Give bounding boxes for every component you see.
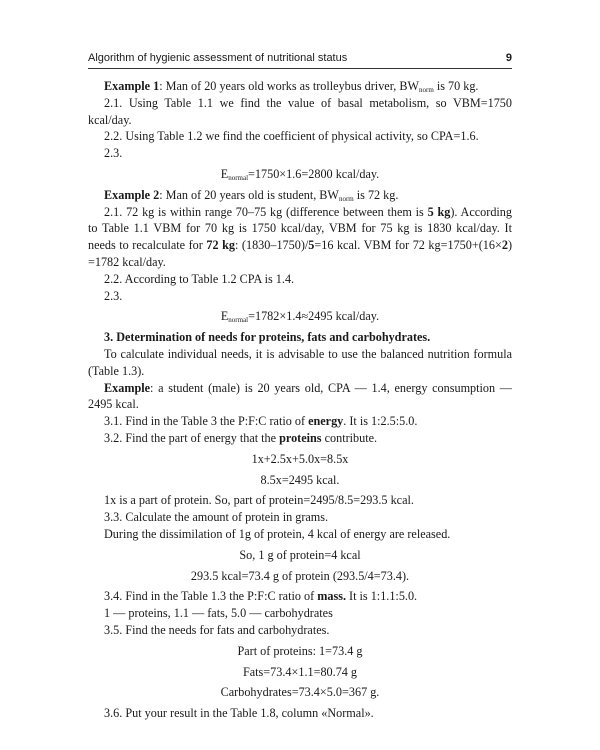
bold-run: 2: [501, 238, 508, 253]
running-header: [88, 50, 512, 69]
bold-run: 72 kg: [206, 238, 235, 253]
step-2-2-b: 2.2. According to Table 1.2 CPA is 1.4.: [104, 271, 295, 286]
step-3-4: [88, 588, 512, 605]
bold-run: mass.: [317, 589, 346, 604]
header-title: Algorithm of hygienic assessment of nutritional status: [88, 52, 348, 64]
formula-symbol: E: [220, 166, 229, 181]
step-2-2: 2.2. Using Table 1.2 we find the coefficient of physical activity, so CPA=1.6.: [104, 129, 479, 144]
formula-protein-energy: So, 1 g of protein=4 kcal: [239, 547, 361, 562]
formula-text: =1750×1.6=2800 kcal/day.: [248, 166, 380, 181]
ratio-line: 1 — proteins, 1.1 — fats, 5.0 — carbohydrates: [104, 606, 333, 621]
page-body: [88, 78, 512, 722]
formula-energy-2: [88, 308, 512, 325]
step-3-1: [88, 413, 512, 430]
bold-run: 5 kg: [427, 204, 451, 219]
formula-protein-grams: 293.5 kcal=73.4 g of protein (293.5/4=73.4).: [190, 568, 410, 583]
formula-fats: Fats=73.4×1.1=80.74 g: [242, 664, 358, 679]
step-2-3: 2.3.: [104, 146, 123, 161]
step-3-3: 3.3. Calculate the amount of protein in grams.: [104, 510, 329, 525]
step-2-3-b: 2.3.: [104, 288, 123, 303]
text-run: ). According to Table 1.1 VBM for 70 kg is 1750 kcal/day, VBM for 75 kg is 1830 kcal/day. It needs to recalculate for: [88, 204, 512, 253]
example-2-label: Example 2: [104, 187, 160, 202]
step-3-5: 3.5. Find the needs for fats and carbohydrates.: [104, 622, 330, 637]
text-run: 3.2. Find the part of energy that the: [104, 430, 280, 445]
dissimilation-line: During the dissimilation of 1g of protein, 4 kcal of energy are released.: [104, 526, 451, 541]
subscript: normal: [228, 316, 249, 325]
bold-run: energy: [308, 414, 344, 429]
bold-run: 5: [308, 238, 315, 253]
text-run: 3.1. Find in the Table 3 the P:F:C ratio of: [104, 414, 309, 429]
section-heading: 3. Determination of needs for proteins, fats and carbohydrates.: [104, 330, 431, 345]
text-run: =16 kcal. VBM for 72 kg=1750+(16×: [314, 238, 502, 253]
formula-symbol: E: [220, 309, 229, 324]
step-2-1: 2.1. Using Table 1.1 we find the value of basal metabolism, so VBM=1750 kcal/day.: [88, 95, 512, 127]
example-1-text-end: is 70 kg.: [433, 79, 479, 93]
text-run: 2.1. 72 kg is within range 70–75 kg (difference between them is: [104, 204, 428, 219]
section-3-heading: [88, 329, 512, 346]
step-3-2: [88, 430, 512, 447]
formula-proteins: Part of proteins: 1=73.4 g: [237, 643, 363, 658]
step-3-6: 3.6. Put your result in the Table 1.8, column «Normal».: [104, 706, 374, 721]
page-number: 9: [505, 52, 512, 64]
subscript: normal: [228, 173, 249, 182]
text-run: . It is 1:2.5:5.0.: [343, 414, 418, 429]
step-2-1-b: [88, 204, 512, 271]
section-3-example: [88, 380, 512, 414]
example-1-label: Example 1: [104, 79, 160, 93]
text-run: : a student (male) is 20 years old, CPA — 1.4, energy consumption — 2495 kcal.: [88, 380, 512, 412]
subscript: norm: [338, 194, 354, 203]
protein-part-line: [88, 492, 512, 509]
formula-equation: 8.5x=2495 kcal.: [260, 472, 340, 487]
example-1-text: : Man of 20 years old works as trolleybus driver, BW: [159, 79, 419, 93]
text-run: is a part of protein. So, part of protein=2495/8.5=293.5 kcal.: [116, 493, 414, 508]
formula-sum: 1x+2.5x+5.0x=8.5x: [251, 451, 349, 466]
text-run: It is 1:1.1:5.0.: [346, 589, 418, 604]
text-run: 1x: [104, 493, 117, 508]
text-run: 3.4. Find in the Table 1.3 the P:F:C ratio of: [104, 589, 318, 604]
example-1-intro: [88, 78, 512, 95]
text-run: contribute.: [321, 430, 378, 445]
formula-carbohydrates: Carbohydrates=73.4×5.0=367 g.: [220, 685, 380, 700]
text-run: : (1830–1750)/: [234, 238, 309, 253]
formula-text: =1782×1.4≈2495 kcal/day.: [248, 309, 380, 324]
example-2-text-end: is 72 kg.: [353, 187, 399, 202]
example-2-text: : Man of 20 years old is student, BW: [159, 187, 339, 202]
example-2-intro: [88, 187, 512, 204]
text-run: ) =1782 kcal/day.: [88, 238, 513, 269]
formula-energy-1: [88, 166, 512, 183]
example-label: Example: [104, 380, 151, 395]
subscript: norm: [419, 86, 434, 94]
bold-run: proteins: [279, 430, 322, 445]
section-3-intro: To calculate individual needs, it is advisable to use the balanced nutrition formula (Table 1.3).: [88, 346, 512, 378]
